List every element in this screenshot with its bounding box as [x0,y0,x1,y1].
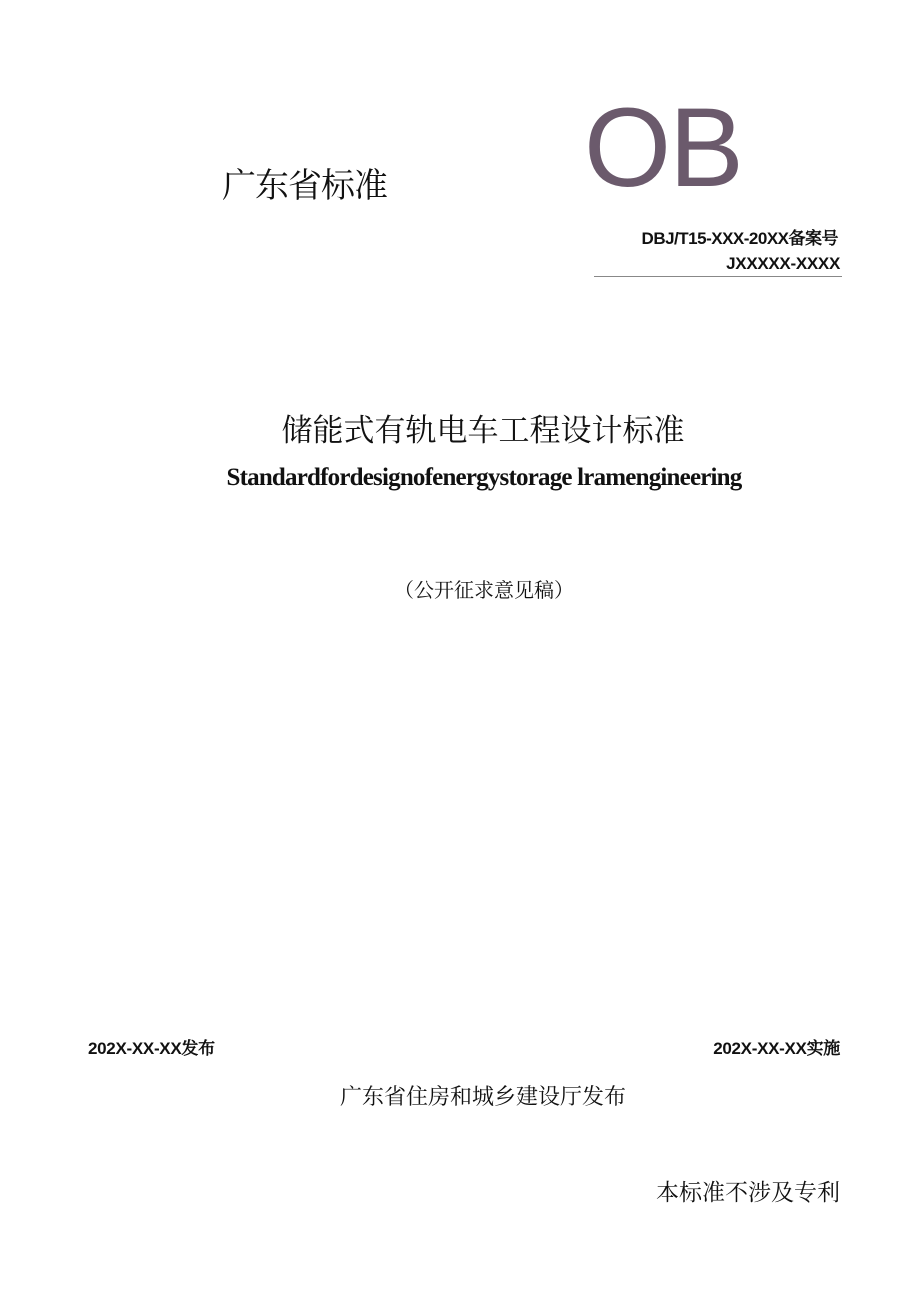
filing-number: JXXXXX-XXXX [726,254,840,273]
issue-date: 202X-XX-XX发布 [88,1039,215,1058]
patent-statement: 本标准不涉及专利 [656,1180,840,1206]
issuing-authority: 广东省住房和城乡建设厅发布 [339,1085,626,1110]
standard-logo: OB [584,85,742,210]
province-standard-label: 广东省标准 [222,166,387,206]
document-title-english: Standardfordesignofenergystorage lramengineering [226,464,742,491]
document-title-chinese: 储能式有轨电车工程设计标准 [281,413,685,449]
standard-code: DBJ/T15-XXX-20XX备案号 [641,229,838,248]
header-divider [594,276,842,277]
effective-date: 202X-XX-XX实施 [713,1039,840,1058]
draft-status-note: （公开征求意见稿） [394,578,574,602]
